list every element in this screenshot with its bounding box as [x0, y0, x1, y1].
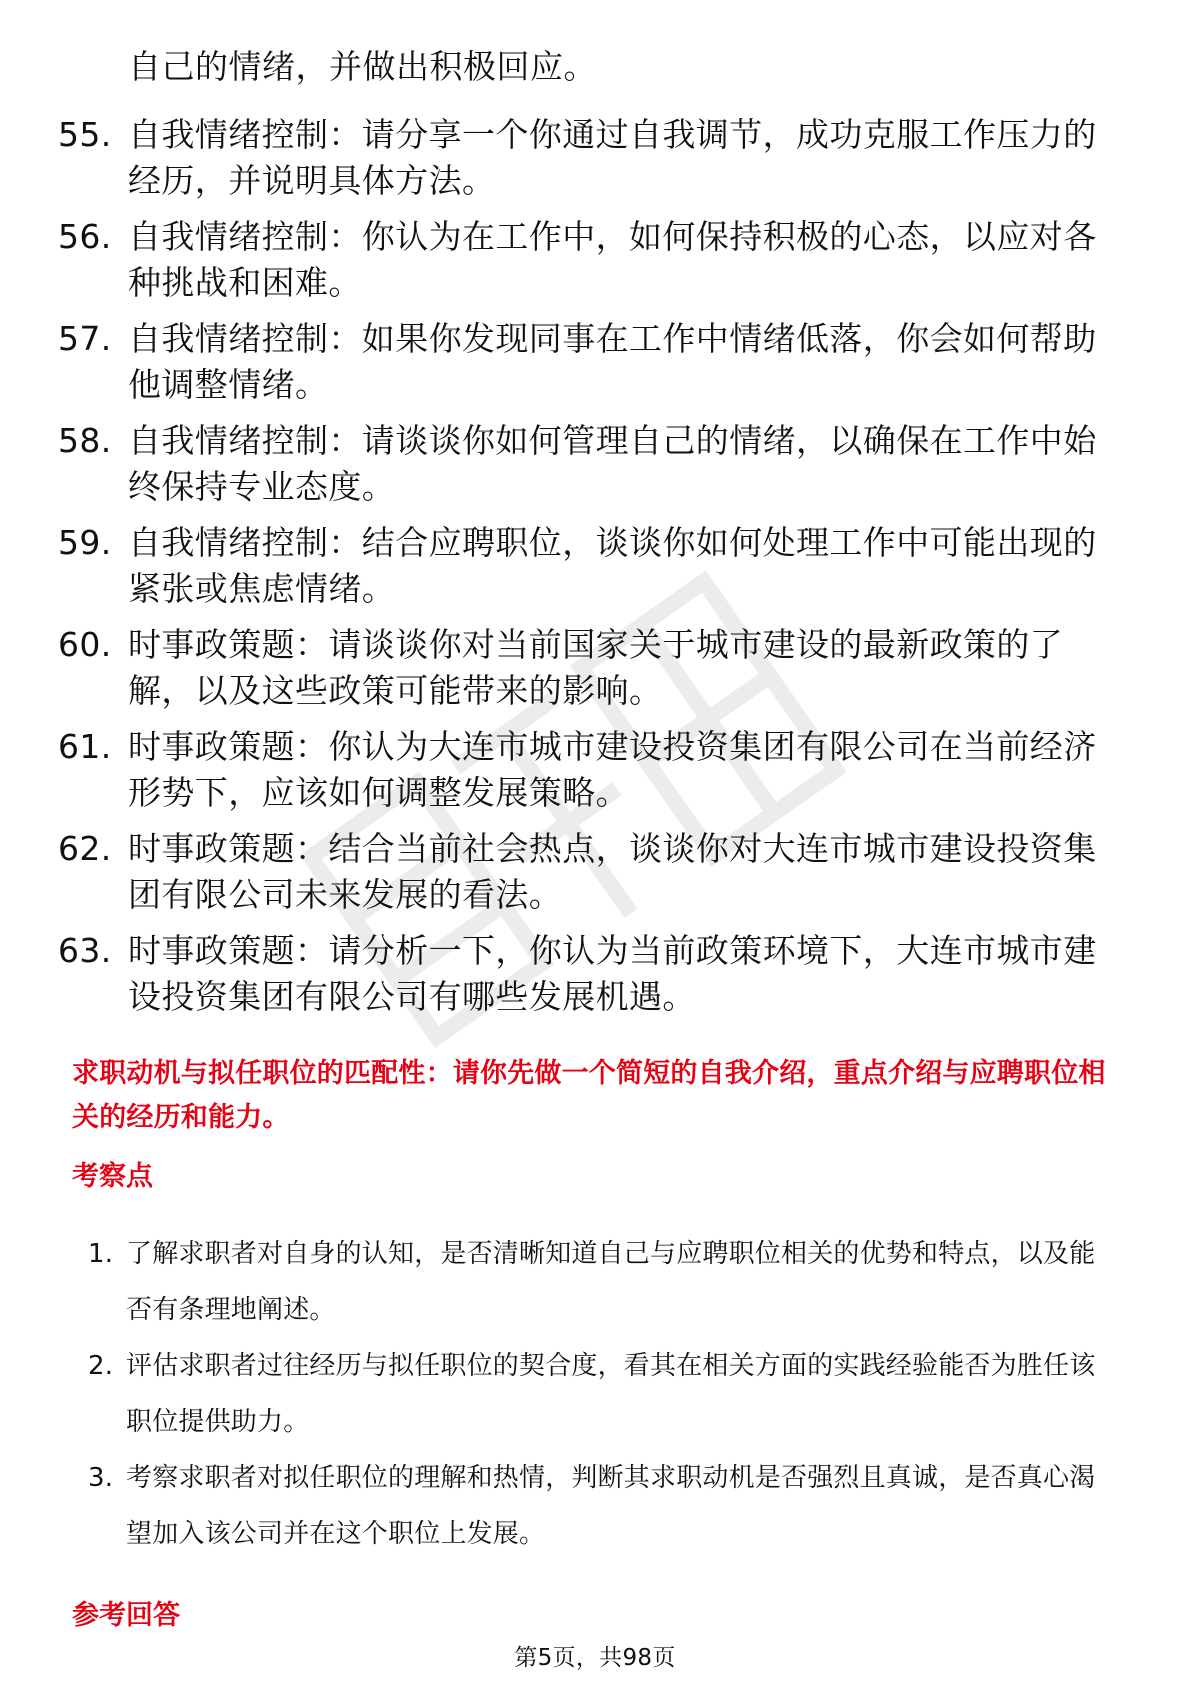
question-text: 自我情绪控制：你认为在工作中，如何保持积极的心态，以应对各种挑战和困难。	[128, 217, 1097, 302]
answer-heading: 参考回答	[72, 1600, 180, 1631]
question-number: 59.	[58, 523, 112, 562]
list-item	[0, 520, 1190, 612]
question-text: 时事政策题：请分析一下，你认为当前政策环境下，大连市城市建设投资集团有限公司有哪些发展机遇。	[128, 931, 1097, 1016]
section-title: 求职动机与拟任职位的匹配性：请你先做一个简短的自我介绍，重点介绍与应聘职位相关的经历和能力。	[72, 1058, 1106, 1133]
question-text: 时事政策题：你认为大连市城市建设投资集团有限公司在当前经济形势下，应该如何调整发展策略。	[128, 727, 1097, 812]
question-number: 58.	[58, 421, 112, 460]
question-number: 55.	[58, 115, 112, 154]
list-item	[0, 316, 1190, 408]
question-text: 自我情绪控制：请谈谈你如何管理自己的情绪，以确保在工作中始终保持专业态度。	[128, 421, 1097, 506]
list-item	[0, 1226, 1190, 1338]
question-text: 自我情绪控制：请分享一个你通过自我调节，成功克服工作压力的经历，并说明具体方法。	[128, 115, 1097, 200]
list-item	[0, 112, 1190, 204]
evaluation-points-list	[0, 1226, 1190, 1562]
question-text: 时事政策题：结合当前社会热点，谈谈你对大连市城市建设投资集团有限公司未来发展的看法。	[128, 829, 1097, 914]
list-item	[0, 622, 1190, 714]
question-number: 63.	[58, 931, 112, 970]
list-item	[0, 1338, 1190, 1450]
list-item	[0, 214, 1190, 306]
point-number: 2.	[88, 1351, 114, 1381]
list-item	[0, 724, 1190, 816]
question-text: 时事政策题：请谈谈你对当前国家关于城市建设的最新政策的了解，以及这些政策可能带来的影响。	[128, 625, 1064, 710]
section-subheading: 考察点	[72, 1161, 153, 1192]
list-item	[0, 418, 1190, 510]
continuation-text: 自己的情绪，并做出积极回应。	[128, 47, 597, 86]
point-number: 3.	[88, 1463, 114, 1493]
list-item	[0, 928, 1190, 1020]
question-number: 62.	[58, 829, 112, 868]
point-number: 1.	[88, 1239, 114, 1269]
question-number: 61.	[58, 727, 112, 766]
list-item	[0, 826, 1190, 918]
question-number: 57.	[58, 319, 112, 358]
question-list	[0, 112, 1190, 1030]
question-number: 56.	[58, 217, 112, 256]
point-text: 考察求职者对拟任职位的理解和热情，判断其求职动机是否强烈且真诚，是否真心渴望加入该公司并在这个职位上发展。	[126, 1463, 1096, 1549]
point-text: 了解求职者对自身的认知，是否清晰知道自己与应聘职位相关的优势和特点，以及能否有条理地阐述。	[126, 1239, 1096, 1325]
question-number: 60.	[58, 625, 112, 664]
question-text: 自我情绪控制：结合应聘职位，谈谈你如何处理工作中可能出现的紧张或焦虑情绪。	[128, 523, 1097, 608]
question-text: 自我情绪控制：如果你发现同事在工作中情绪低落，你会如何帮助他调整情绪。	[128, 319, 1097, 404]
page-number-footer: 第5页，共98页	[514, 1645, 676, 1671]
list-item	[0, 1450, 1190, 1562]
point-text: 评估求职者过往经历与拟任职位的契合度，看其在相关方面的实践经验能否为胜任该职位提供助力。	[126, 1351, 1096, 1437]
